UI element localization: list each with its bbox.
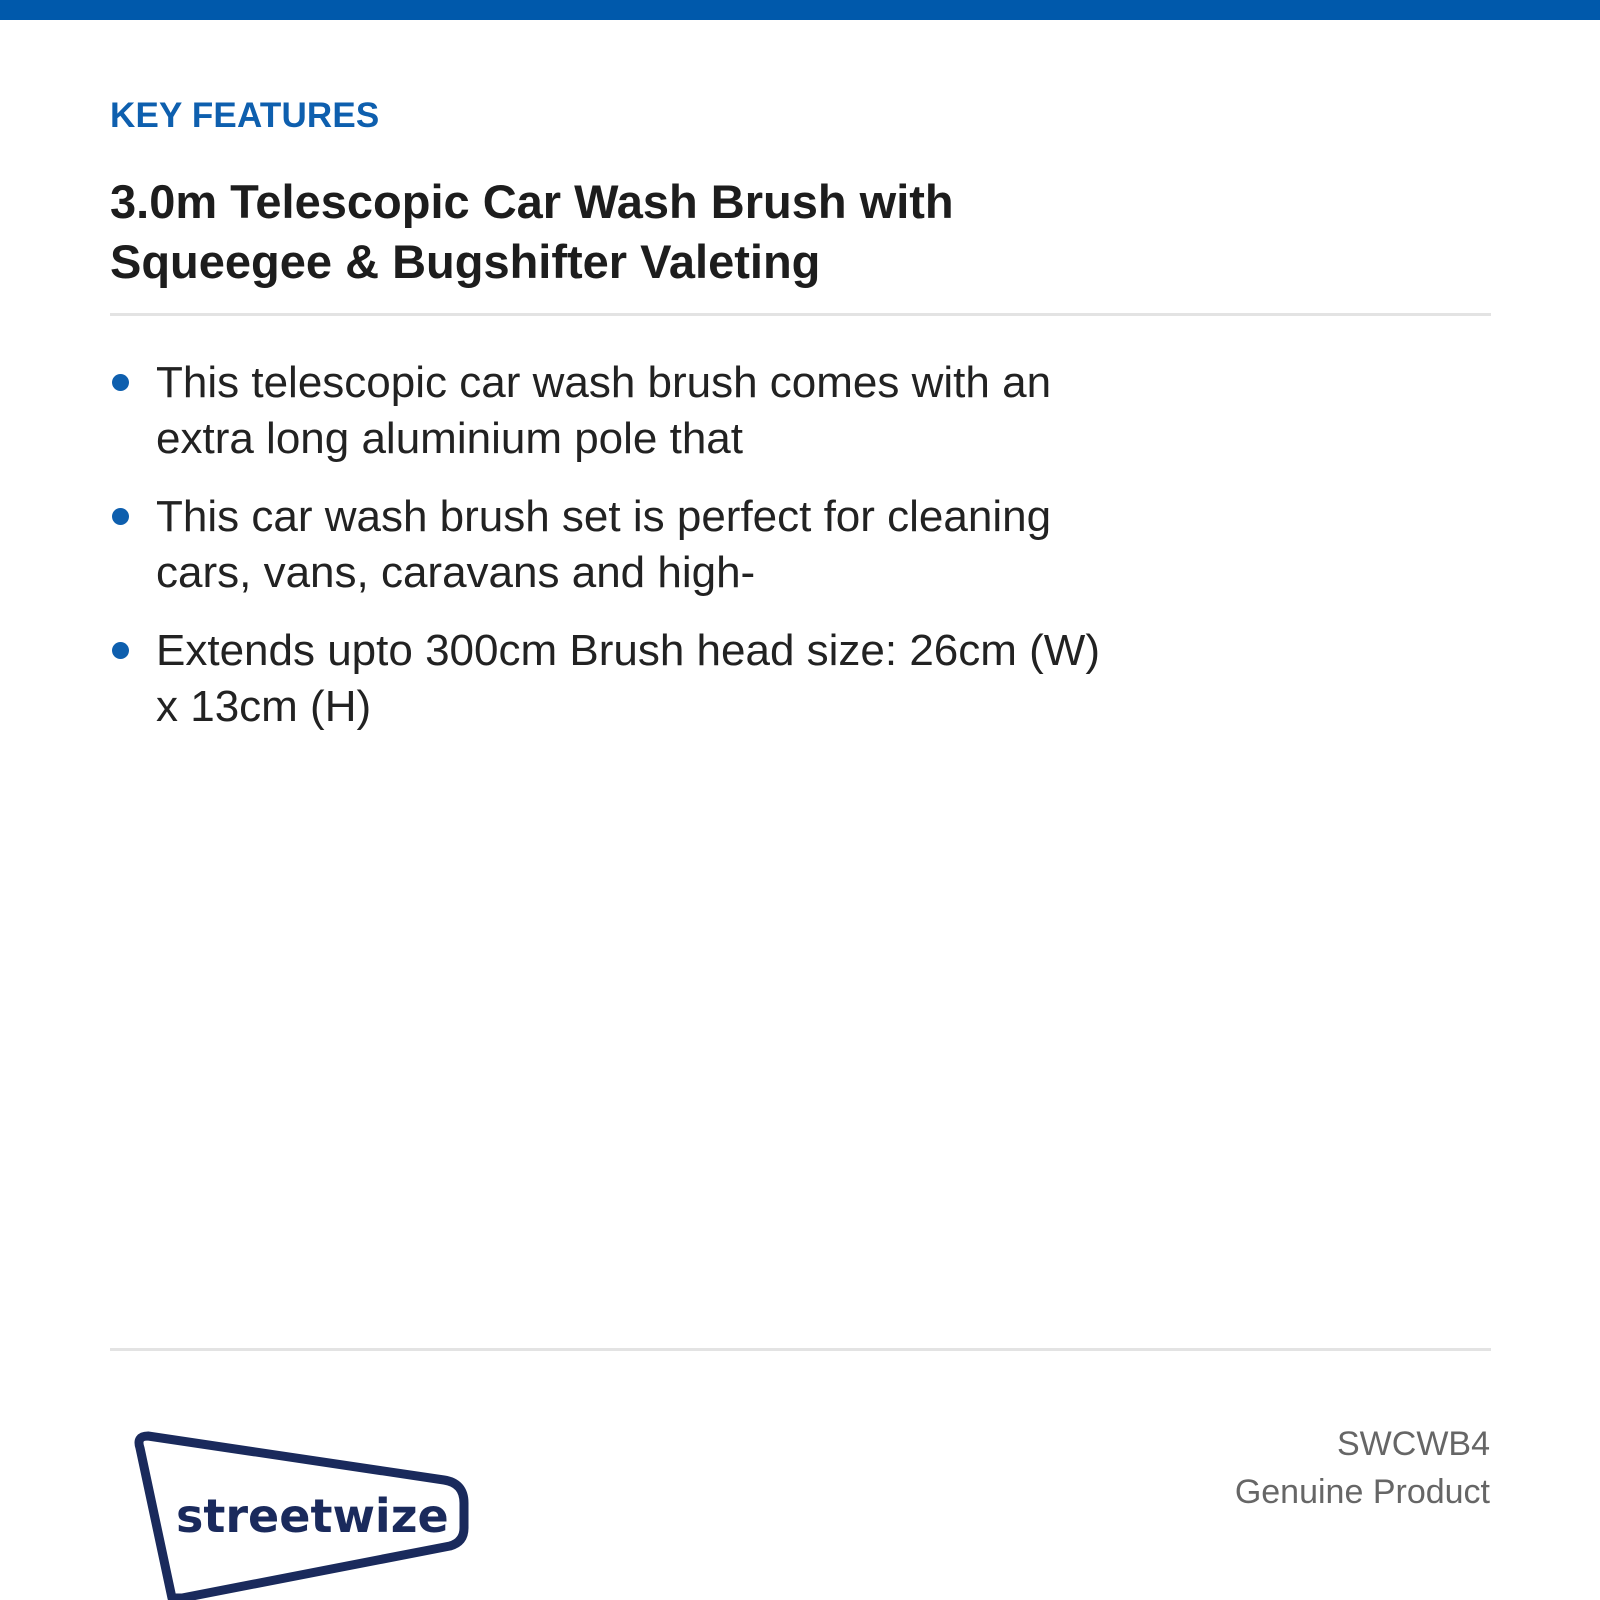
bullet-icon xyxy=(112,508,129,525)
top-accent-bar xyxy=(0,0,1600,20)
footer-divider xyxy=(110,1348,1491,1351)
sku-code: SWCWB4 xyxy=(1337,1425,1490,1463)
section-label: KEY FEATURES xyxy=(110,96,380,135)
feature-item xyxy=(110,623,1110,735)
logo-wordmark: streetwize xyxy=(176,1489,449,1543)
product-title: 3.0m Telescopic Car Wash Brush with Squeegee & Bugshifter Valeting xyxy=(110,175,954,288)
feature-item xyxy=(110,489,1110,601)
header-divider xyxy=(110,313,1491,316)
streetwize-logo xyxy=(128,1430,474,1600)
feature-text: This car wash brush set is perfect for cleaning cars, vans, caravans and high- xyxy=(156,492,1052,597)
genuine-product-label: Genuine Product xyxy=(1234,1473,1490,1511)
feature-text: This telescopic car wash brush comes with an extra long aluminium pole that xyxy=(156,358,1052,463)
feature-list xyxy=(110,355,1110,757)
bullet-icon xyxy=(112,642,129,659)
bullet-icon xyxy=(112,374,129,391)
sku-block xyxy=(1235,1420,1490,1516)
feature-text: Extends upto 300cm Brush head size: 26cm (W) x 13cm (H) xyxy=(156,626,1100,731)
feature-item xyxy=(110,355,1110,467)
